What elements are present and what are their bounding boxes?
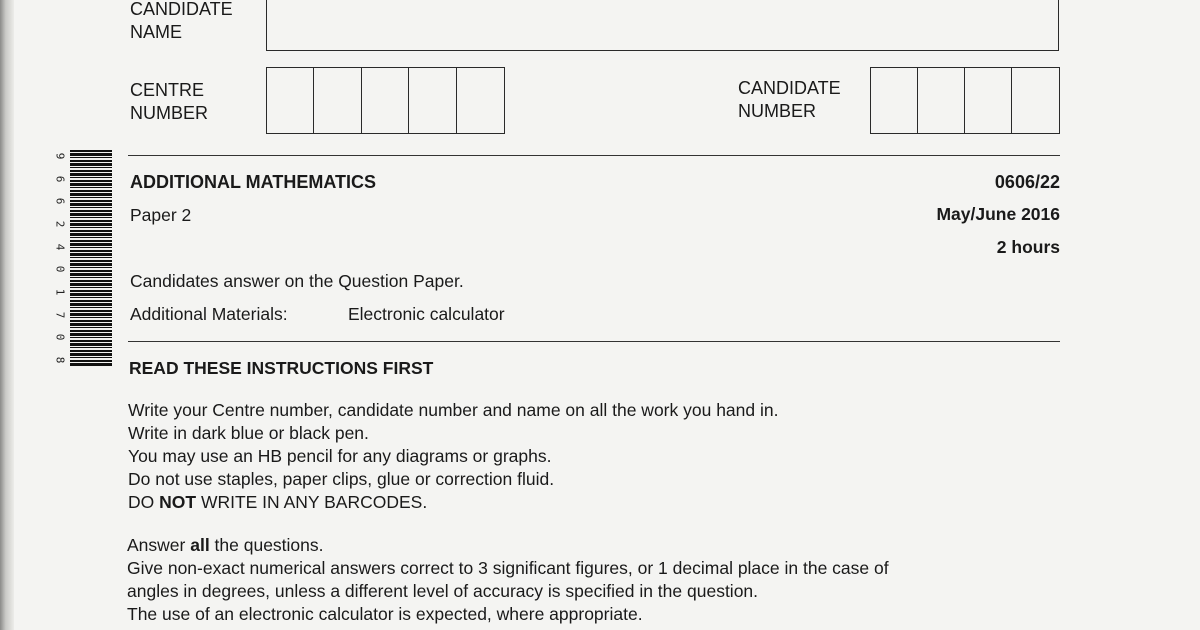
centre-number-label-line1: CENTRE — [130, 80, 205, 100]
candidate-number-cell[interactable] — [918, 68, 965, 133]
candidate-number-label — [738, 77, 841, 123]
candidate-name-label-line2: NAME — [130, 22, 183, 42]
barcode-digits — [52, 150, 66, 366]
barcode-digit: 6 — [53, 175, 66, 182]
instructions-heading: READ THESE INSTRUCTIONS FIRST — [129, 358, 434, 378]
barcode-digit: 9 — [53, 152, 66, 160]
answer-instructions — [127, 534, 889, 626]
instruction-emphasis: all — [190, 535, 210, 555]
candidate-number-cell[interactable] — [871, 68, 918, 133]
barcode-digit: 2 — [53, 220, 66, 228]
paper-code: 0606/22 — [994, 172, 1060, 192]
instruction-line-calculator: The use of an electronic calculator is expected, where appropriate. — [127, 604, 643, 624]
instruction-line-answer — [127, 534, 889, 557]
candidate-name-field[interactable] — [266, 0, 1059, 51]
centre-number-cell[interactable] — [362, 68, 409, 133]
instruction-line-accuracy: angles in degrees, unless a different level of accuracy is specified in the question. — [127, 581, 759, 601]
instruction-line: Write your Centre number, candidate number and name on all the work you hand in. — [128, 400, 779, 420]
instructions-list — [128, 399, 778, 514]
centre-number-label-line2: NUMBER — [130, 103, 209, 123]
candidate-name-label-line1: CANDIDATE — [130, 0, 233, 19]
candidate-number-label-line2: NUMBER — [738, 101, 817, 121]
candidate-number-field[interactable] — [870, 67, 1060, 134]
centre-number-field[interactable] — [266, 67, 505, 134]
barcode-digit: 8 — [53, 356, 66, 364]
materials-label: Additional Materials: — [130, 304, 288, 324]
instruction-text: WRITE IN ANY BARCODES. — [196, 492, 428, 512]
divider-middle — [128, 341, 1060, 342]
instruction-line-accuracy: Give non-exact numerical answers correct to 3 significant figures, or 1 decimal place in the case of — [127, 558, 889, 578]
instruction-line: Do not use staples, paper clips, glue or correction fluid. — [128, 469, 555, 489]
centre-number-cell[interactable] — [457, 68, 504, 133]
candidate-name-label — [130, 0, 233, 44]
centre-number-cell[interactable] — [314, 68, 361, 133]
instruction-text: DO — [128, 492, 160, 512]
centre-number-label — [130, 79, 208, 125]
instruction-text: the questions. — [209, 535, 324, 555]
answer-note: Candidates answer on the Question Paper. — [130, 271, 464, 291]
candidate-number-cell[interactable] — [1012, 68, 1059, 133]
barcode — [70, 150, 112, 366]
centre-number-cell[interactable] — [267, 68, 314, 133]
exam-duration: 2 hours — [996, 237, 1060, 257]
instruction-line-barcodes — [128, 491, 778, 514]
barcode-digit: 4 — [53, 243, 66, 250]
instruction-line: You may use an HB pencil for any diagrams or graphs. — [128, 446, 552, 466]
instruction-line: Write in dark blue or black pen. — [128, 423, 369, 443]
divider-top — [128, 155, 1060, 156]
barcode-digit: 0 — [53, 333, 66, 341]
exam-session: May/June 2016 — [936, 204, 1060, 224]
instruction-emphasis: NOT — [159, 492, 197, 512]
centre-number-cell[interactable] — [409, 68, 456, 133]
barcode-digit: 7 — [53, 311, 66, 318]
materials-value: Electronic calculator — [348, 304, 505, 324]
candidate-number-cell[interactable] — [965, 68, 1012, 133]
barcode-digit: 0 — [53, 265, 66, 273]
candidate-number-label-line1: CANDIDATE — [738, 78, 841, 98]
page-edge — [0, 0, 14, 630]
paper-number: Paper 2 — [130, 205, 192, 225]
barcode-digit: 6 — [53, 198, 66, 205]
instruction-text: Answer — [127, 535, 191, 555]
subject-title: ADDITIONAL MATHEMATICS — [130, 172, 376, 192]
barcode-digit: 1 — [53, 288, 66, 296]
